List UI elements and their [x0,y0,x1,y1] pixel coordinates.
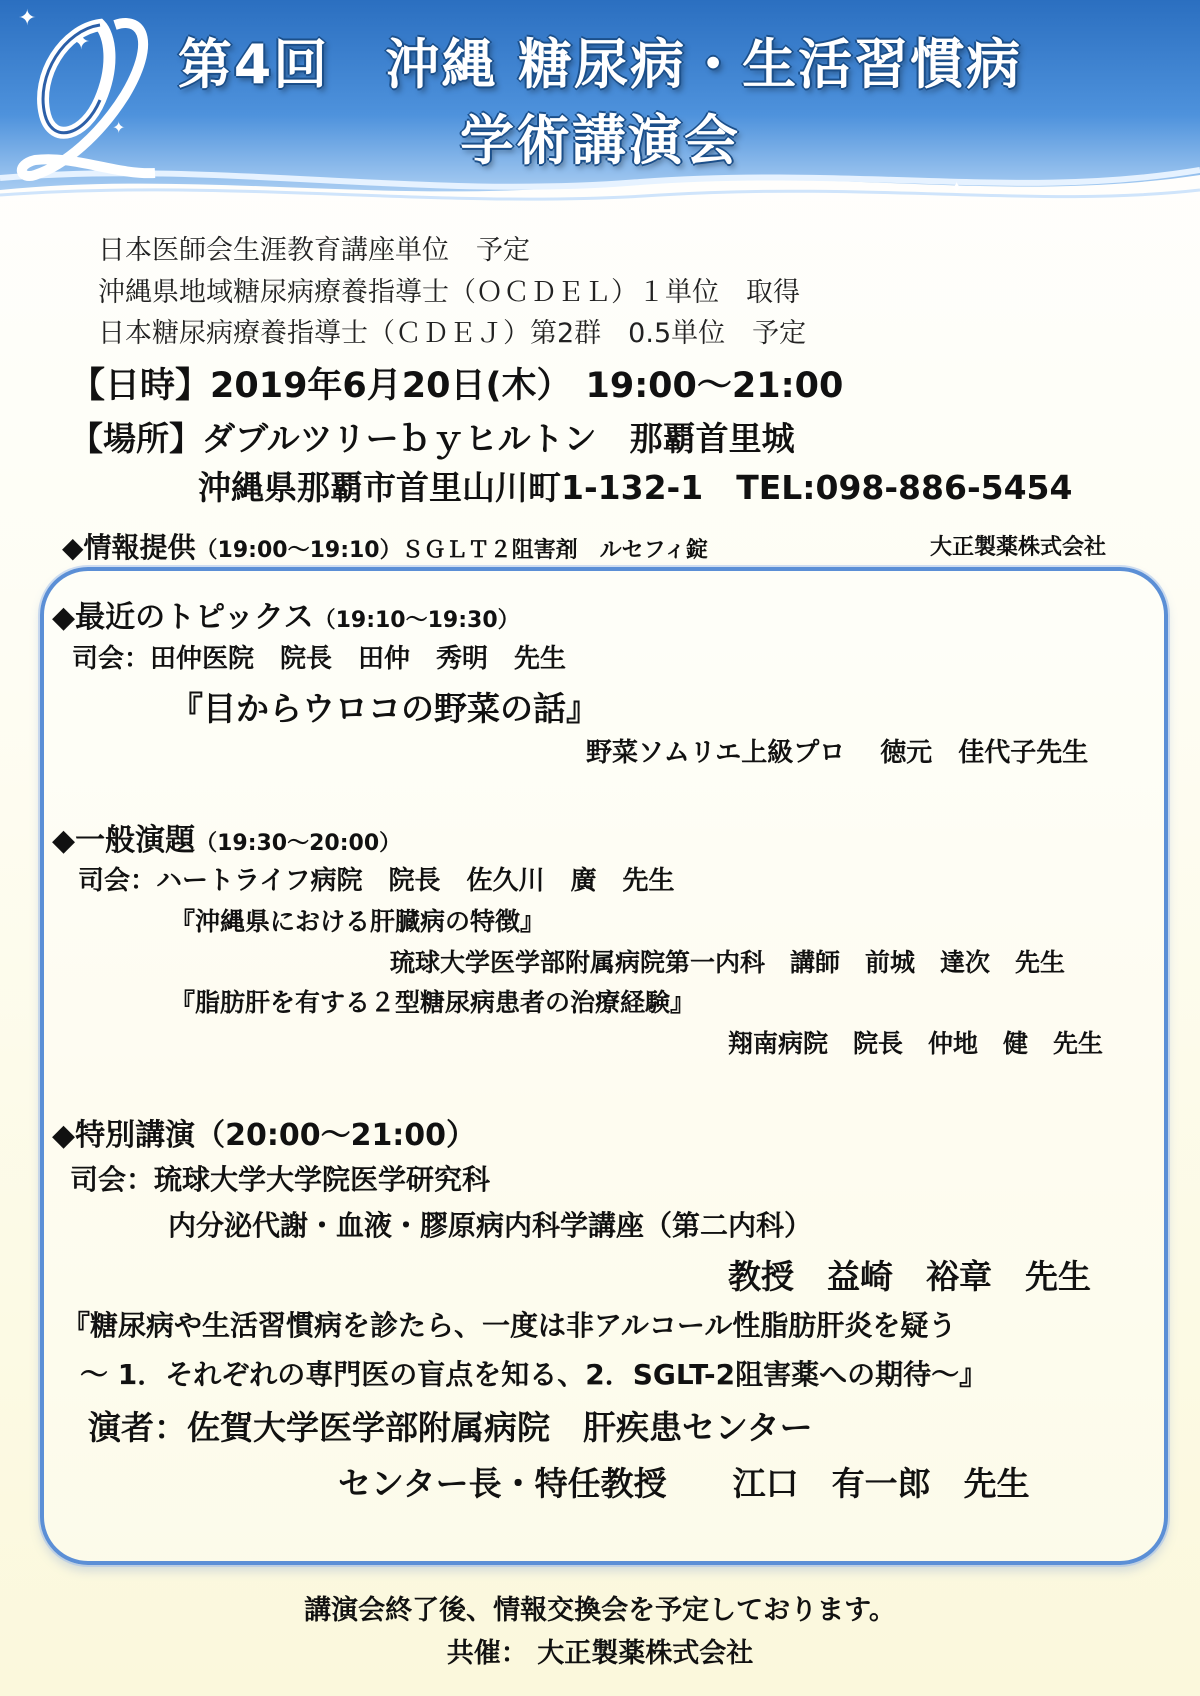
credit-line: 日本糖尿病療養指導士（ＣＤＥＪ）第2群 0.5単位 予定 [98,318,807,349]
special-title-line2: ～ 1．それぞれの専門医の盲点を知る、2．SGLT-2阻害薬への期待～』 [80,1358,988,1391]
sparkle-icon: ✦ [112,118,126,137]
datetime-time: 19:00～21:00 [585,366,844,406]
event-datetime [70,358,843,408]
place-venue: ダブルツリーｂｙヒルトン 那覇首里城 [202,419,795,458]
sparkle-icon: ✦ [72,30,91,55]
topics-head: ◆最近のトピックス [52,600,314,635]
datetime-label: 【日時】 [70,366,211,406]
event-venue [70,413,795,460]
credit-line: 沖縄県地域糖尿病療養指導士（ＯＣＤＥＬ）１単位 取得 [98,277,800,308]
special-speaker-line2: センター長・特任教授 江口 有一郎 先生 [338,1464,1030,1503]
credit-line: 日本医師会生涯教育講座単位 予定 [98,235,530,266]
special-section-heading: ◆特別講演（20:00～21:00） [52,1118,477,1153]
topics-title: 『目からウロコの野菜の話』 [170,689,599,728]
info-detail: （19:00～19:10）ＳＧＬＴ２阻害剤 ルセフィ錠 [195,538,708,563]
page-title-line2: 学術講演会 [460,109,740,172]
topics-speaker: 野菜ソムリエ上級プロ 徳元 佳代子先生 [586,738,1089,768]
info-provision [62,526,708,566]
general-talk-speaker: 翔南病院 院長 仲地 健 先生 [728,1029,1104,1058]
special-chair-line2: 内分泌代謝・血液・膠原病内科学講座（第二内科） [168,1209,813,1242]
general-chair: 司会：ハートライフ病院 院長 佐久川 廣 先生 [78,866,675,896]
special-title-line1: 『糖尿病や生活習慣病を診たら、一度は非アルコール性脂肪肝炎を疑う [62,1309,957,1342]
general-head: ◆一般演題 [52,823,196,858]
general-section-heading [52,815,401,859]
footer-note: 講演会終了後、情報交換会を予定しております。 [304,1595,896,1626]
general-talk-title: 『沖縄県における肝臓病の特徴』 [170,907,546,936]
general-time: （19:30～20:00） [195,831,402,856]
footer-cosponsor: 共催： 大正製薬株式会社 [446,1638,754,1669]
topics-chair: 司会：田仲医院 院長 田仲 秀明 先生 [72,644,567,674]
info-company: 大正製薬株式会社 [930,535,1107,560]
general-talk-title: 『脂肪肝を有する２型糖尿病患者の治療経験』 [170,988,696,1017]
special-chair-line1: 司会：琉球大学大学院医学研究科 [70,1163,491,1196]
page-title-line1: 第4回 沖縄 糖尿病・生活習慣病 [177,33,1023,96]
event-address: 沖縄県那覇市首里山川町1-132-1 TEL:098-886-5454 [198,468,1073,507]
topics-time: （19:10～19:30） [313,608,520,633]
topics-section-heading [52,592,520,636]
sparkle-icon: ✦ [950,178,964,197]
special-speaker-line1: 演者：佐賀大学医学部附属病院 肝疾患センター [88,1408,813,1447]
info-head: ◆情報提供 [62,531,196,564]
datetime-value: 2019年6月20日(木） [210,366,572,406]
header-banner [0,0,1200,210]
place-label: 【場所】 [70,419,202,458]
special-chair-line3: 教授 益崎 裕章 先生 [728,1257,1091,1296]
general-talk-speaker: 琉球大学医学部附属病院第一内科 講師 前城 達次 先生 [390,948,1066,977]
sparkle-icon: ✦ [18,6,37,31]
